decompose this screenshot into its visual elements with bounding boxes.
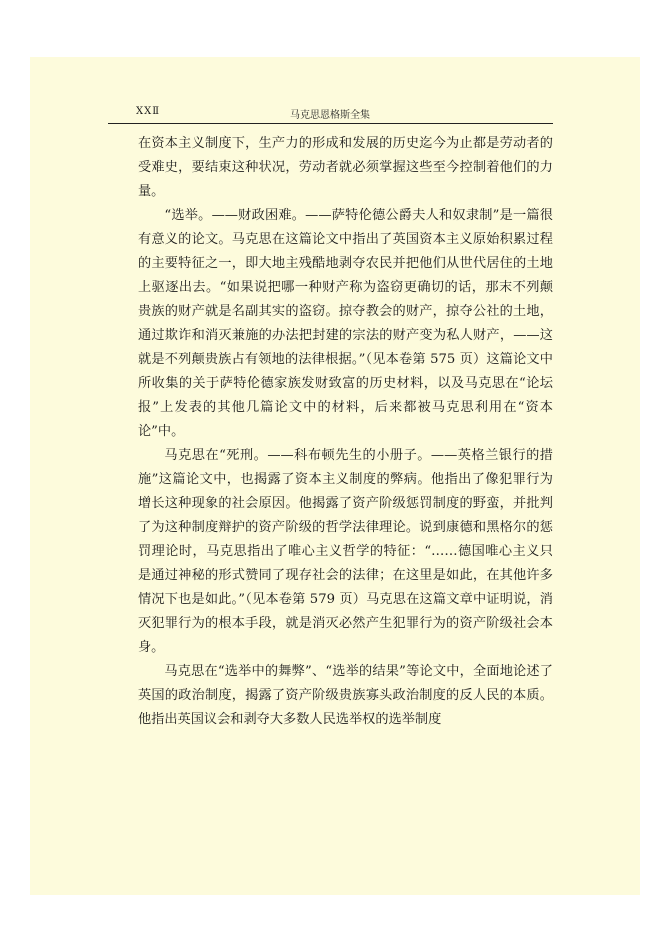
paragraph: 在资本主义制度下，生产力的形成和发展的历史迄今为止都是劳动者的受难史，要结束这种状况，劳动者就必须掌握这些至今控制着他们的力量。	[138, 136, 553, 199]
page-header	[108, 103, 553, 124]
page-number: XXⅡ	[136, 106, 161, 117]
paragraph: 马克思在“死刑。——科布顿先生的小册子。——英格兰银行的措施”这篇论文中，也揭露了资本主义制度的弊病。他指出了像犯罪行为增长这种现象的社会原因。他揭露了资产阶级惩罚制度的野蛮，并批判了为这种制度辩护的资产阶级的哲学法律理论。说到康德和黑格尔的惩罚理论时，马克思指出了唯心主义哲学的特征：“……德国唯心主义只是通过神秘的形式赞同了现存社会的法律；在这里是如此，在其他许多情况下也是如此。”（见本卷第 579 页）马克思在这篇文章中证明说，消灭犯罪行为的根本手段，就是消灭必然产生犯罪行为的资产阶级社会本身。	[138, 448, 553, 655]
paragraph: 马克思在“选举中的舞弊”、“选举的结果”等论文中，全面地论述了英国的政治制度，揭露了资产阶级贵族寡头政治制度的反人民的本质。他指出英国议会和剥夺大多数人民选举权的选举制度	[138, 664, 553, 727]
book-title: 马克思恩格斯全集	[290, 110, 370, 121]
paragraph: “选举。——财政困难。——萨特伦德公爵夫人和奴隶制”是一篇很有意义的论文。马克思在这篇论文中指出了英国资本主义原始积累过程的主要特征之一，即大地主残酷地剥夺农民并把他们从世代居住的土地上驱逐出去。“如果说把哪一种财产称为盗窃更确切的话，那末不列颠贵族的财产就是名副其实的盗窃。掠夺教会的财产，掠夺公社的土地，通过欺诈和消灭兼施的办法把封建的宗法的财产变为私人财产，——这就是不列颠贵族占有领地的法律根据。”（见本卷第 575 页）这篇论文中所收集的关于萨特伦德家族发财致富的历史材料，以及马克思在“论坛报”上发表的其他几篇论文中的材料，后来都被马克思利用在“资本论”中。	[138, 208, 553, 439]
body-text	[138, 132, 553, 732]
